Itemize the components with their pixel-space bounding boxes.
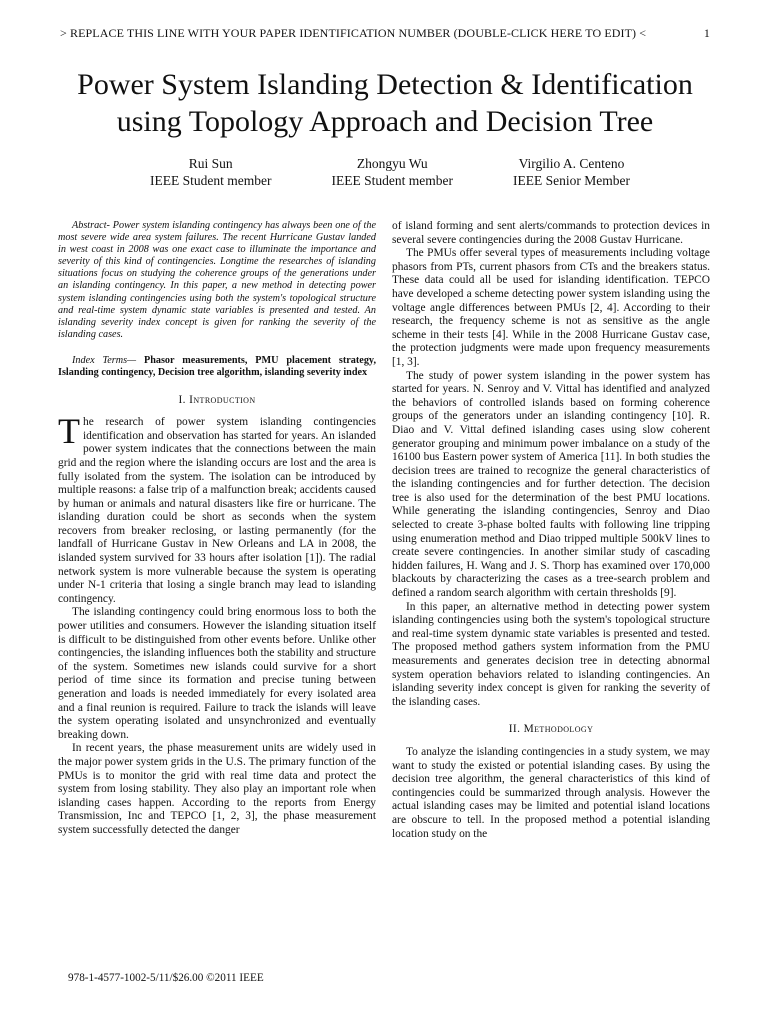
drop-cap: T [58,411,80,452]
author-name: Zhongyu Wu [356,156,428,171]
intro-paragraph-1-text: he research of power system islanding contingencies identification and observation has started for years. An islanded power system indicates that the connections between the main grid and the region where the islanding occurs are lost and the area is fully isolated from the system. The isolation can be introduced by multiple reasons: a false trip of a malfunction break; accidents caused by human or animals and natural disasters like fire or hurricane. The islanding duration could be short as seconds when the system recovers from breaker reclosing, or lasting permanently (for the landfall of Hurricane Gustav in New Orleans and LA in 2008, the islanded system survived for 33 hours after isolation [1]). The radial network system is more vulnerable because the system is operating under N-1 criteria that losing a single branch may lead to islanding contingency. [58,416,376,605]
intro-paragraph-4: The PMUs offer several types of measurements including voltage phasors from PTs, current phasors from CTs and the breakers status. These data could all be used for islanding identification. TEPCO have developed a scheme detecting power system islanding using the voltage angle differences between PMUs [2, 4]. According to their research, the frequency scheme is not as sensitive as the angle scheme in their tests [4]. While in the 2008 Hurricane Gustav case, the protection judgments were made upon frequency measurements [1, 3]. [392,247,710,368]
title-line-1: Power System Islanding Detection & Identification [77,68,693,101]
page-number: 1 [703,26,710,40]
author-2 [332,155,453,189]
index-terms-label: Index Terms— [72,354,137,366]
author-name: Rui Sun [188,156,233,171]
author-affiliation: IEEE Student member [150,173,272,188]
intro-paragraph-1 [58,411,376,606]
author-block [150,155,630,189]
method-paragraph-1: To analyze the islanding contingencies in a study system, we may want to study the existed or potential islanding cases. By using the decision tree algorithm, the general characteristics of this kind of contingencies could be summarized through analysis. However the actual islanding cases may be limited and potential island locations are obscure to tell. In the proposed method a potential islanding location study on the [392,745,710,840]
intro-paragraph-2: The islanding contingency could bring enormous loss to both the power utilities and consumers. However the islanding situation itself is difficult to be distinguished from other events before. Unlike other contingencies, the islanding influences both the stability and structure of the system. Sometimes new islands could survive for a short period of time since its formation and precise tuning between generation and loads is needed immediately for every isolated area and a final reunion is required. Failure to track the islands will leave the system operating isolated and unsynchronized and eventually breaking down. [58,606,376,741]
section-heading-methodology: II. Methodology [508,723,594,736]
author-3 [513,155,630,189]
intro-paragraph-5: The study of power system islanding in the power system has started for years. N. Senroy and V. Vittal has identified and analyzed the behaviors of controlled islands based on forming coherence groups of the generators under an islanding contingency [10]. R. Diao and V. Vittal defined islanding cases using slow coherent generator grouping and minimum power imbalance on a study of the 16100 bus Eastern power system of America [11]. In both studies the decision trees are trained to recognize the general characteristics of the islanding contingencies and for further detection. The decision tree is also used for the determination of the best PMU locations. While generating the islanding contingencies, Senroy and Diao selected to create 3-phase bolted faults with following line tripping using enumeration method and Diao tripped multiple 500kV lines to create severe contingencies. In another similar study of cascading hidden failures, H. Wang and J. S. Thorp has examined over 170,000 blackouts by characterizing the cases as a tree-search problem and defined a random search algorithm with certain thresholds [9]. [392,369,710,600]
running-header [60,26,710,41]
index-terms-list: Phasor measurements, PMU placement strategy, Islanding contingency, Decision tree algorithm, islanding severity index [58,354,376,379]
left-column [58,220,376,838]
copyright-footer: 978-1-4577-1002-5/11/$26.00 ©2011 IEEE [68,972,264,984]
title-line-2: using Topology Approach and Decision Tree [116,105,654,138]
index-terms [58,355,376,380]
author-affiliation: IEEE Senior Member [513,173,630,188]
right-column [392,220,710,841]
intro-paragraph-3-cont: of island forming and sent alerts/commands to protection devices in several severe contingencies during the 2008 Gustav Hurricane. [392,220,710,246]
abstract: Abstract- Power system islanding contingency has always been one of the most severe wide area system failures. The recent Hurricane Gustav landed in west coast in 2008 was one exact case to illuminate the importance and severity of this kind of contingencies. Longtime the researches of islanding situations focus on studying the coherence groups of the generations under an islanding contingency. In this paper, a new method in detecting power system islanding contingencies using both the system's topological structure and real-time system dynamic state variables is presented and tested. An islanding severity index concept is given for ranking the severity of the islanding cases. [58,220,376,340]
section-heading-introduction: I. Introduction [178,393,256,406]
intro-paragraph-3: In recent years, the phase measurement units are widely used in the major power system grids in the U.S. The primary function of the PMUs is to monitor the grid with real time data and protect the system from losing stability. They also play an important role when islanding cases happen. According to the reports from Energy Transmission, Inc and TEPCO [1, 2, 3], the phase measurement system successfully detected the danger [58,742,376,836]
author-affiliation: IEEE Student member [331,173,453,188]
paper-title [40,66,730,140]
author-1 [150,155,271,189]
header-text: > REPLACE THIS LINE WITH YOUR PAPER IDENTIFICATION NUMBER (DOUBLE-CLICK HERE TO EDIT) < [60,26,647,40]
intro-paragraph-6: In this paper, an alternative method in detecting power system islanding contingencies using both the system's topological structure and real-time system dynamic state variables is presented and tested. The proposed method gathers system information from the PMU measurements and generates decision tree in detecting abnormal system operation behaviors related to islanding contingencies. An islanding severity index concept is given for ranking the severity of the islanding cases. [392,600,710,708]
author-name: Virgilio A. Centeno [518,156,625,171]
